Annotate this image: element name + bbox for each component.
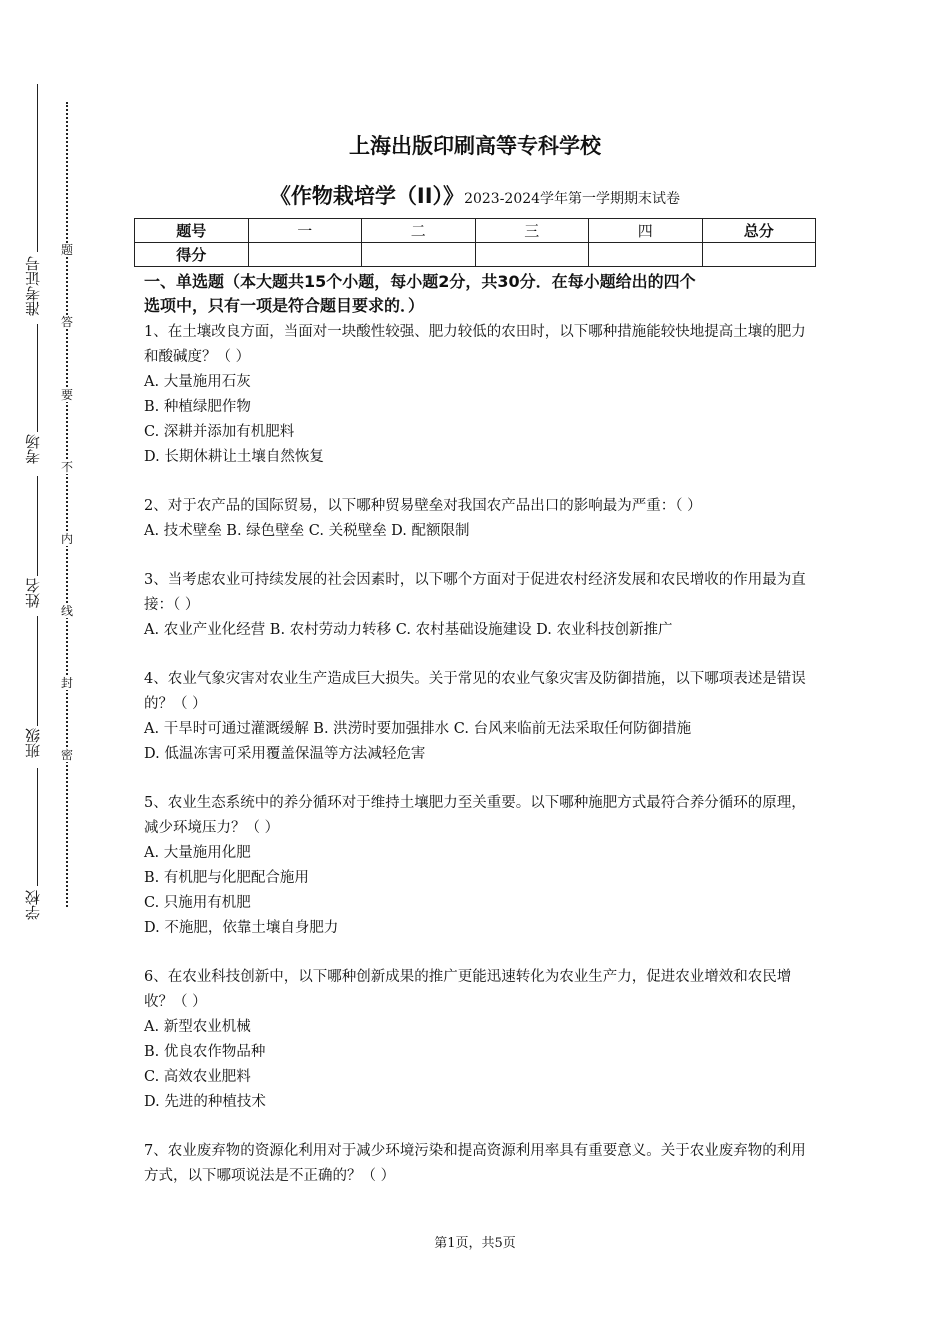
question-7 — [144, 1139, 812, 1189]
field-label: 考场 — [24, 434, 42, 464]
score-table-cell: 二 — [362, 219, 476, 243]
seal-char: 题 — [57, 243, 77, 257]
seal-char: 要 — [57, 388, 77, 402]
field-exam-room — [22, 434, 46, 464]
score-table-cell: 题号 — [135, 219, 249, 243]
question-stem: 3、当考虑农业可持续发展的社会因素时，以下哪个方面对于促进农村经济发展和农民增收的作用最为直接：（ ） — [144, 572, 806, 613]
question-stem: 5、农业生态系统中的养分循环对于维持土壤肥力至关重要。以下哪种施肥方式最符合养分循环的原理，减少环境压力？（ ） — [144, 795, 806, 836]
question-3 — [144, 568, 812, 643]
section-heading-line: 一、单选题（本大题共15个小题，每小题2分，共30分．在每小题给出的四个 — [144, 272, 696, 291]
questions-area — [144, 270, 812, 1213]
field-admission-number — [22, 256, 46, 316]
option-b: B. 有机肥与化肥配合施用 — [144, 870, 309, 886]
score-input-cell[interactable] — [589, 243, 703, 267]
score-input-cell[interactable] — [475, 243, 589, 267]
field-label: 学校 — [24, 890, 42, 920]
seal-char: 不 — [57, 460, 77, 474]
exam-title — [0, 180, 950, 210]
option-c: C. 深耕并添加有机肥料 — [144, 424, 295, 440]
question-stem: 7、农业废弃物的资源化利用对于减少环境污染和提高资源利用率具有重要意义。关于农业废弃物的利用方式，以下哪项说法是不正确的？（ ） — [144, 1143, 806, 1184]
score-input-cell[interactable] — [362, 243, 476, 267]
question-stem: 4、农业气象灾害对农业生产造成巨大损失。关于常见的农业气象灾害及防御措施，以下哪项表述是错误的？（ ） — [144, 671, 806, 712]
score-input-cell[interactable] — [248, 243, 362, 267]
score-table-cell: 一 — [248, 219, 362, 243]
question-stem: 2、对于农产品的国际贸易，以下哪种贸易壁垒对我国农产品出口的影响最为严重：（ ） — [144, 498, 702, 514]
field-name — [22, 578, 46, 608]
score-table-cell: 四 — [589, 219, 703, 243]
field-label: 班级 — [24, 728, 42, 758]
field-underline — [37, 84, 38, 252]
option-b: B. 优良农作物品种 — [144, 1044, 266, 1060]
option-row: A. 干旱时可通过灌溉缓解 B. 洪涝时要加强排水 C. 台风来临前无法采取任何防御措施 — [144, 721, 692, 737]
option-d: D. 长期休耕让土壤自然恢复 — [144, 449, 324, 465]
option-d: D. 不施肥，依靠土壤自身肥力 — [144, 920, 339, 936]
seal-char: 内 — [57, 532, 77, 546]
option-a: A. 大量施用石灰 — [144, 374, 251, 390]
option-d: D. 低温冻害可采用覆盖保温等方法减轻危害 — [144, 746, 426, 762]
question-1 — [144, 320, 812, 470]
question-5 — [144, 791, 812, 941]
score-table-cell: 总分 — [702, 219, 816, 243]
score-table-score-row — [135, 243, 816, 267]
term-label: 2023-2024学年第一学期期末试卷 — [464, 191, 681, 207]
field-underline — [37, 476, 38, 576]
question-2 — [144, 494, 812, 544]
question-4 — [144, 667, 812, 767]
question-stem: 6、在农业科技创新中，以下哪种创新成果的推广更能迅速转化为农业生产力，促进农业增效和农民增收？（ ） — [144, 969, 792, 1010]
field-school — [22, 890, 46, 920]
option-a: A. 新型农业机械 — [144, 1019, 251, 1035]
seal-dotted-line — [66, 102, 68, 907]
field-label: 准考证号 — [24, 256, 42, 316]
section-heading-line: 选项中，只有一项是符合题目要求的．） — [144, 296, 425, 315]
field-underline — [37, 768, 38, 886]
field-label: 姓名 — [24, 578, 42, 608]
school-name: 上海出版印刷高等专科学校 — [349, 134, 601, 158]
option-c: C. 只施用有机肥 — [144, 895, 251, 911]
question-6 — [144, 965, 812, 1115]
seal-char: 封 — [57, 676, 77, 690]
seal-char: 答 — [57, 315, 77, 329]
score-input-cell[interactable] — [702, 243, 816, 267]
seal-char: 线 — [57, 604, 77, 618]
seal-char: 密 — [57, 748, 77, 762]
course-title: 《作物栽培学（II）》 — [269, 184, 465, 208]
option-c: C. 高效农业肥料 — [144, 1069, 251, 1085]
option-b: B. 种植绿肥作物 — [144, 399, 251, 415]
option-row: A. 技术壁垒 B. 绿色壁垒 C. 关税壁垒 D. 配额限制 — [144, 523, 470, 539]
option-a: A. 大量施用化肥 — [144, 845, 251, 861]
option-row: A. 农业产业化经营 B. 农村劳动力转移 C. 农村基础设施建设 D. 农业科技创新推广 — [144, 622, 673, 638]
option-d: D. 先进的种植技术 — [144, 1094, 266, 1110]
field-class — [22, 728, 46, 758]
score-table-cell: 得分 — [135, 243, 249, 267]
score-table-header-row — [135, 219, 816, 243]
field-underline — [37, 616, 38, 726]
question-stem: 1、在土壤改良方面，当面对一块酸性较强、肥力较低的农田时，以下哪种措施能较快地提高土壤的肥力和酸碱度？（ ） — [144, 324, 806, 365]
score-table — [134, 218, 816, 267]
page-number: 第1页，共5页 — [434, 1236, 516, 1251]
field-underline — [37, 324, 38, 432]
section-heading — [144, 270, 812, 318]
score-table-cell: 三 — [475, 219, 589, 243]
